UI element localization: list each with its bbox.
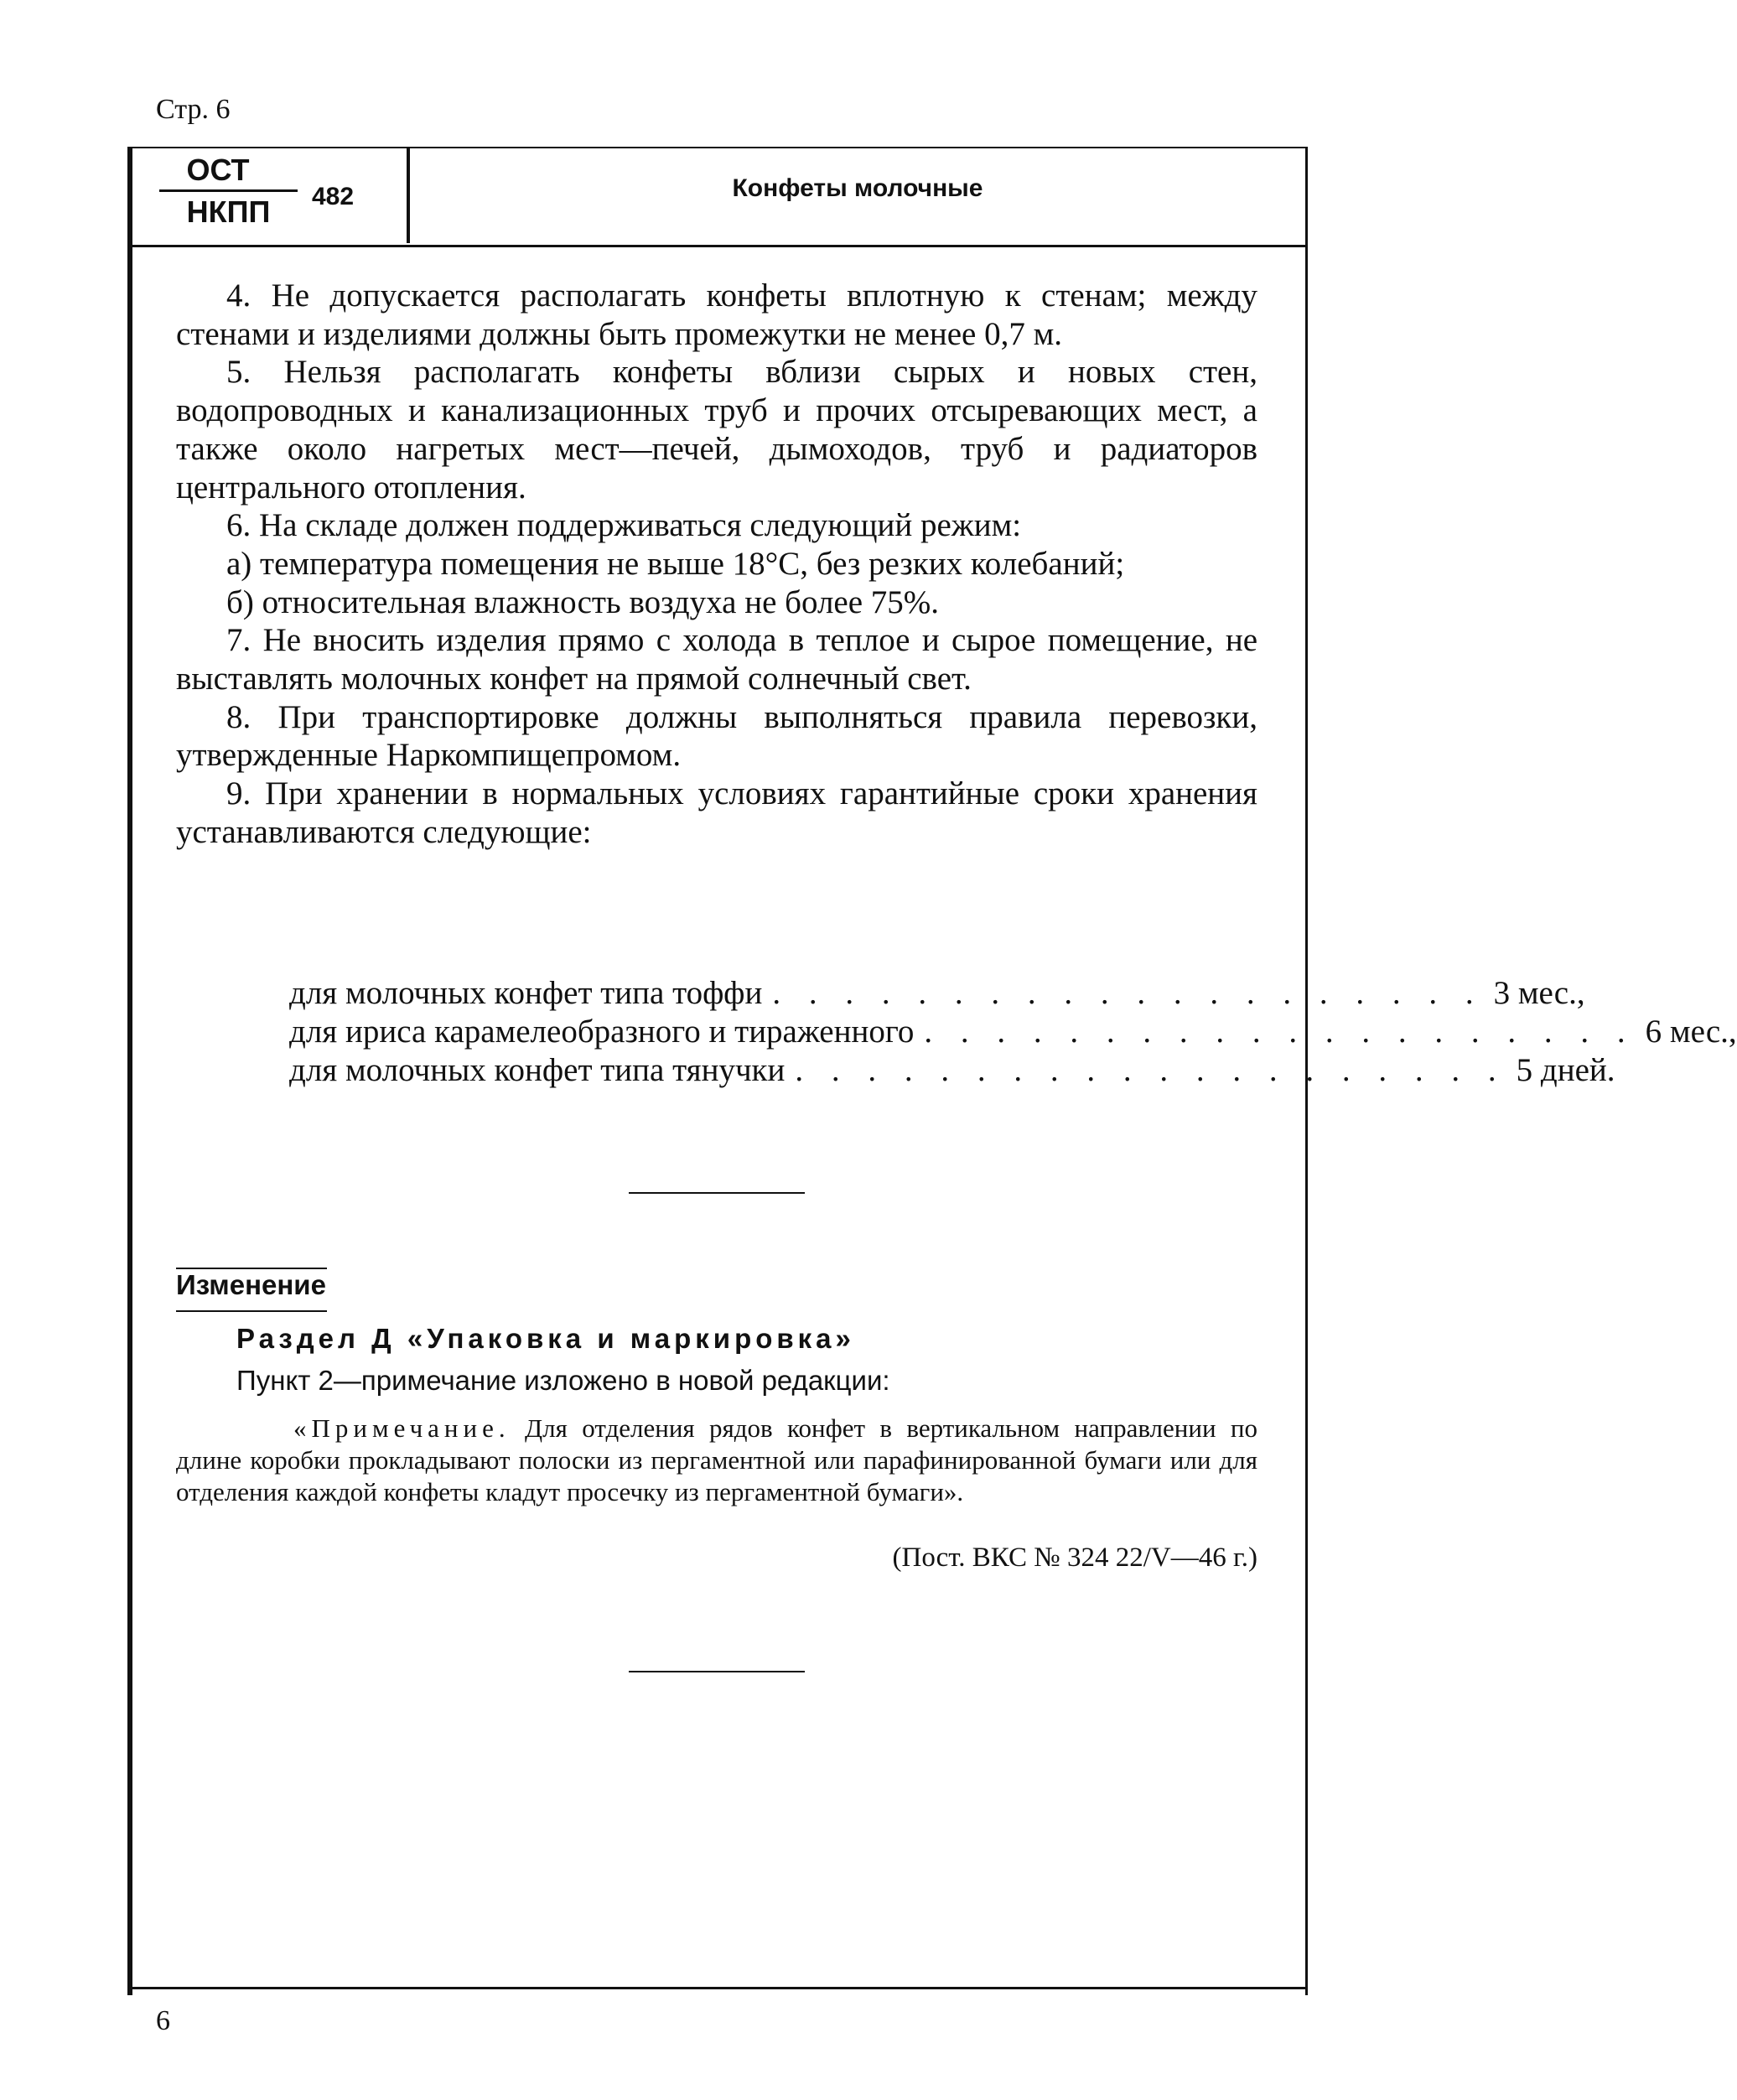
storage-term-item: для молочных конфет типа тянучки bbox=[289, 1052, 786, 1088]
note-lead: «Примечание. bbox=[293, 1413, 511, 1443]
change-reference: (Пост. ВКС № 324 22/V—46 г.) bbox=[892, 1543, 1257, 1573]
storage-terms-table bbox=[289, 974, 1737, 1090]
storage-term-row bbox=[289, 1013, 1737, 1051]
paragraph-7: 7. Не вносить изделия прямо с холода в теплое и сырое помещение, не выставлять молочных конфет на прямой солнечный свет. bbox=[176, 622, 1257, 697]
frame-top-rule bbox=[132, 147, 1308, 148]
page-label: Стр. 6 bbox=[156, 94, 231, 125]
paragraph-4: 4. Не допускается располагать конфеты вплотную к стенам; между стенами и изделиями должны быть промежутки не менее 0,7 м. bbox=[176, 277, 1257, 352]
change-clause: Пункт 2—примечание изложено в новой редакции: bbox=[236, 1365, 890, 1396]
storage-term-value: 6 мес., bbox=[1645, 1014, 1737, 1050]
body-text bbox=[176, 277, 1257, 852]
storage-term-value: 5 дней. bbox=[1516, 1052, 1615, 1088]
paragraph-8: 8. При транспортировке должны выполняться правила перевозки, утвержденные Наркомпищепромом. bbox=[176, 698, 1257, 774]
storage-term-row bbox=[289, 974, 1585, 1013]
footer-page-number: 6 bbox=[156, 2005, 170, 2036]
change-heading-rule-bottom bbox=[176, 1310, 327, 1312]
note-text: Для отделения рядов конфет в вертикальном направлении по длине коробки прокладывают полоски из пергаментной или парафинированной бумаги или для отделения каждой конфеты кладут просечку из пергаментной бумаги». bbox=[176, 1413, 1258, 1506]
storage-term-row bbox=[289, 1051, 1615, 1090]
paragraph-9: 9. При хранении в нормальных условиях гарантийные сроки хранения устанавливаются следующие: bbox=[176, 775, 1257, 850]
change-heading: Изменение bbox=[176, 1269, 326, 1300]
paragraph-6: 6. На складе должен поддерживаться следующий режим: bbox=[226, 507, 1022, 544]
frame-left-border bbox=[127, 147, 132, 1995]
standard-number: 482 bbox=[312, 183, 355, 210]
storage-term-value: 3 мес., bbox=[1493, 975, 1585, 1011]
header-bottom-rule bbox=[132, 245, 1308, 247]
standard-nkpp: НКПП bbox=[186, 194, 271, 229]
standard-ost: ОСТ bbox=[186, 153, 250, 187]
storage-term-item: для молочных конфет типа тоффи bbox=[289, 975, 763, 1011]
section-separator bbox=[629, 1671, 805, 1672]
leader-dots: . . . . . . . . . . . . . . . . . . . . bbox=[772, 975, 1484, 1011]
section-separator bbox=[629, 1192, 805, 1194]
paragraph-5: 5. Нельзя располагать конфеты вблизи сырых и новых стен, водопроводных и канализационных труб и прочих отсыревающих мест, а также около нагретых мест—печей, дымоходов, труб и радиаторов центрального отопления. bbox=[176, 354, 1257, 506]
leader-dots: . . . . . . . . . . . . . . . . . . . . bbox=[795, 1052, 1506, 1088]
change-note bbox=[176, 1413, 1257, 1508]
paragraph-6a: а) температура помещения не выше 18°С, без резких колебаний; bbox=[226, 545, 1125, 582]
storage-term-item: для ириса карамелеобразного и тираженного bbox=[289, 1014, 915, 1050]
standard-fraction-line bbox=[159, 189, 298, 192]
change-section-title: Раздел Д «Упаковка и маркировка» bbox=[236, 1323, 855, 1354]
frame-bottom-rule bbox=[132, 1987, 1308, 1989]
leader-dots: . . . . . . . . . . . . . . . . . . . . bbox=[924, 1014, 1636, 1050]
document-title: Конфеты молочные bbox=[732, 174, 983, 202]
paragraph-6b: б) относительная влажность воздуха не более 75%. bbox=[226, 583, 940, 620]
